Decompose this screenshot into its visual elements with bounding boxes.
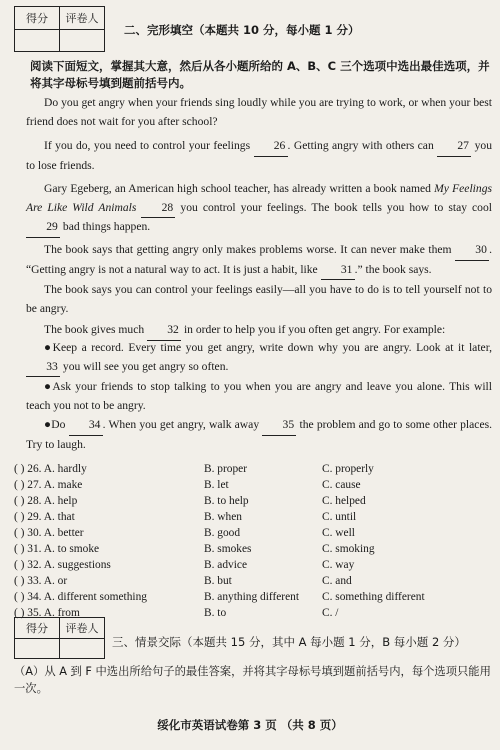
score-label: 得分 bbox=[15, 618, 60, 638]
blank-35[interactable]: 35 bbox=[262, 416, 296, 436]
page-footer: 绥化市英语试卷第 3 页 （共 8 页） bbox=[157, 718, 343, 732]
passage-paragraph-6: The book gives much 32 in order to help you if you often get angry. For example: bbox=[26, 321, 492, 341]
passage-paragraph-8: ●Ask your friends to stop talking to you when you are angry and leave you alone. This will teach you not to be angry. bbox=[26, 380, 492, 412]
option-row-31[interactable]: ( ) 31. A. to smoke B. smokes C. smoking bbox=[14, 543, 375, 555]
score-label: 得分 bbox=[15, 7, 60, 29]
option-row-33[interactable]: ( ) 33. A. or B. but C. and bbox=[14, 575, 352, 587]
score-box-top bbox=[14, 6, 105, 30]
passage-paragraph-3: Gary Egeberg, an American high school teacher, has already written a book named My Feelings Are Like Wild Animals 28 you control your feelings. The book tells you how to stay cool 29 bad things happen. bbox=[26, 180, 492, 238]
blank-34[interactable]: 34 bbox=[69, 416, 103, 436]
passage-paragraph-2: If you do, you need to control your feelings 26 . Getting angry with others can 27 you to lose friends. bbox=[26, 139, 492, 172]
option-row-32[interactable]: ( ) 32. A. suggestions B. advice C. way bbox=[14, 559, 355, 571]
grader-label: 评卷人 bbox=[65, 622, 99, 635]
score-fill-cell[interactable] bbox=[15, 29, 60, 51]
passage-paragraph-7: ●Keep a record. Every time you get angry, write down why you are angry. Look at it later, 33 you will see you get angry so often. bbox=[26, 339, 492, 377]
answer-options bbox=[14, 461, 494, 621]
passage-paragraph-1: Do you get angry when your friends sing loudly while you are trying to work, or when your best friend does not wait for you after school? bbox=[26, 96, 492, 128]
blank-32[interactable]: 32 bbox=[147, 321, 181, 341]
option-row-35[interactable]: ( ) 35. A. from B. to C. / bbox=[14, 607, 339, 619]
grader-fill-cell[interactable] bbox=[60, 29, 104, 51]
blank-29[interactable]: 29 bbox=[26, 218, 60, 238]
section-3-title: 三、情景交际（本题共 15 分，其中 A 每小题 1 分，B 每小题 2 分） bbox=[112, 635, 466, 649]
option-row-34[interactable]: ( ) 34. A. different something B. anything different C. something different bbox=[14, 591, 425, 603]
blank-26[interactable]: 26 bbox=[254, 137, 288, 157]
option-row-26[interactable]: ( ) 26. A. hardly B. proper C. properly bbox=[14, 463, 374, 475]
score-box-top-fill bbox=[14, 29, 105, 52]
section-2-instruction: 阅读下面短文，掌握其大意，然后从各小题所给的 A、B、C 三个选项中选出最佳选项，并将其字母标号填到题前括号内。 bbox=[30, 59, 490, 90]
blank-27[interactable]: 27 bbox=[437, 137, 471, 157]
blank-28[interactable]: 28 bbox=[141, 199, 175, 219]
section-3-instruction: （A）从 A 到 F 中选出所给句子的最佳答案，并将其字母标号填到题前括号内，每个选项只能用一次。 bbox=[14, 665, 491, 695]
score-box-bottom-fill bbox=[14, 638, 105, 659]
grader-label: 评卷人 bbox=[65, 12, 99, 25]
passage-paragraph-4: The book says that getting angry only makes problems worse. It can never make them 30 . “Getting angry is not a natural way to act. It is just a habit, like 31 .” the book says. bbox=[26, 241, 492, 280]
section-2-title: 二、完形填空（本题共 10 分，每小题 1 分） bbox=[124, 23, 360, 37]
passage-paragraph-9: ●Do 34 . When you get angry, walk away 35 the problem and go to some other places. Try to laugh. bbox=[26, 418, 493, 451]
option-row-28[interactable]: ( ) 28. A. help B. to help C. helped bbox=[14, 495, 366, 507]
option-row-27[interactable]: ( ) 27. A. make B. let C. cause bbox=[14, 479, 361, 491]
option-row-30[interactable]: ( ) 30. A. better B. good C. well bbox=[14, 527, 355, 539]
blank-30[interactable]: 30 bbox=[455, 241, 489, 261]
grader-fill-cell[interactable] bbox=[60, 638, 104, 658]
book-title: My Feelings Are Like Wild Animals bbox=[26, 182, 493, 214]
score-box-bottom bbox=[14, 617, 105, 639]
passage-paragraph-5: The book says you can control your feelings easily—all you have to do is to tell yourself not to be angry. bbox=[26, 283, 492, 315]
blank-31[interactable]: 31 bbox=[321, 261, 355, 281]
option-row-29[interactable]: ( ) 29. A. that B. when C. until bbox=[14, 511, 357, 523]
score-fill-cell[interactable] bbox=[15, 638, 60, 658]
blank-33[interactable]: 33 bbox=[26, 358, 60, 378]
